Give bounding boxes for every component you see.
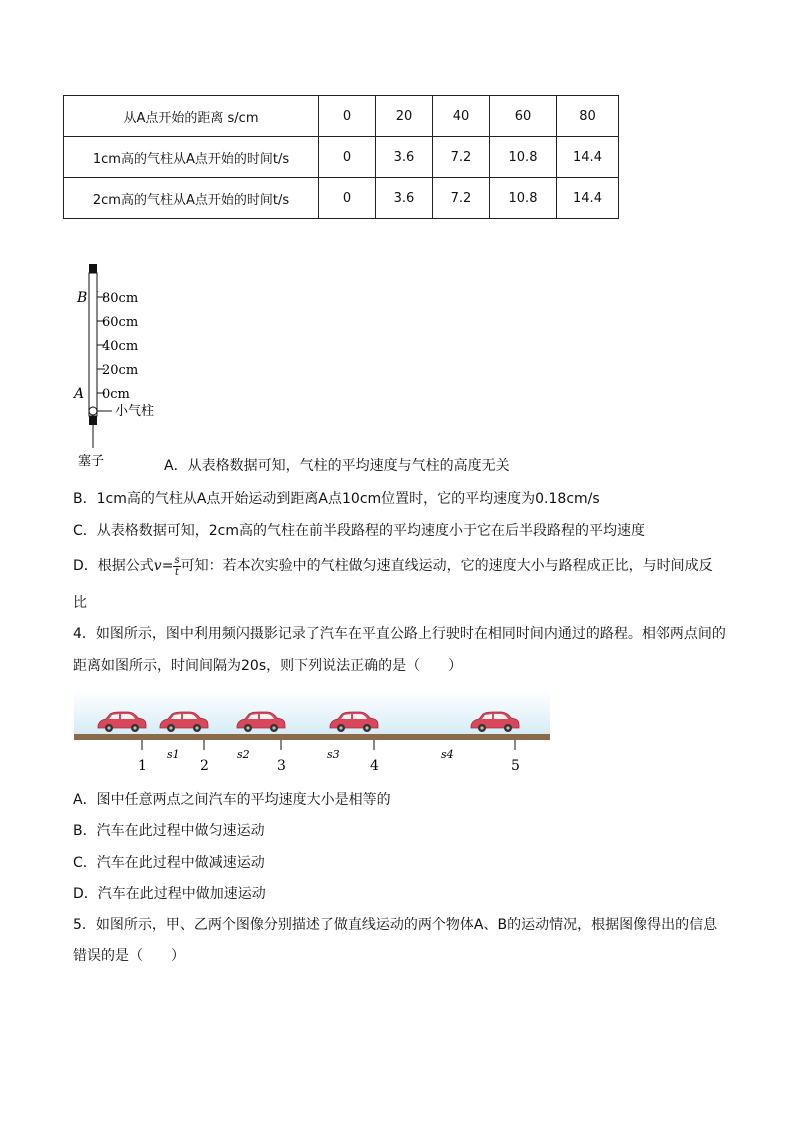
formula-fraction: [173, 555, 180, 578]
q4-option-b: B．汽车在此过程中做匀速运动: [73, 823, 265, 839]
q3-option-d: [73, 553, 713, 579]
bubble-label: 小气柱: [115, 404, 155, 419]
row-label: 从A点开始的距离 s/cm: [64, 96, 319, 137]
q5-stem-line2: 错误的是（ ）: [73, 948, 185, 964]
formula-numerator: s: [174, 554, 180, 566]
segment-label: s2: [237, 748, 250, 761]
data-table: [63, 95, 619, 219]
point-label: 5: [511, 758, 520, 774]
q3-option-a: A．从表格数据可知，气柱的平均速度与气柱的高度无关: [164, 458, 510, 474]
q4-stem-line1: 4．如图所示，图中利用频闪摄影记录了汽车在平直公路上行驶时在相同时间内通过的路程。相邻两点间的: [73, 626, 726, 642]
row-label: 2cm高的气柱从A点开始的时间t/s: [64, 178, 319, 219]
table-cell: 7.2: [433, 178, 490, 219]
point-label: 2: [200, 758, 209, 774]
air-bubble: [89, 407, 97, 415]
stopper-label: 塞子: [78, 454, 105, 469]
mark-label: 40cm: [102, 339, 139, 354]
formula-v: v: [153, 558, 162, 574]
q3-option-b: B．1cm高的气柱从A点开始运动到距离A点10cm位置时，它的平均速度为0.18cm/s: [73, 491, 600, 507]
svg-text:·: ·: [97, 289, 99, 296]
q4-option-d: D．汽车在此过程中做加速运动: [73, 886, 266, 902]
q4-stem-line2: 距离如图所示，时间间隔为20s，则下列说法正确的是（ ）: [73, 658, 463, 674]
table-cell: 14.4: [557, 137, 619, 178]
q3-option-d-continued: 比: [73, 595, 87, 611]
point-label: 3: [277, 758, 286, 774]
table-cell: 40: [433, 96, 490, 137]
glass-tube: [89, 273, 97, 416]
table-cell: 3.6: [376, 137, 433, 178]
car-strobe-figure: [74, 690, 550, 775]
road: [74, 734, 550, 740]
table-cell: 0: [319, 137, 376, 178]
mark-label: 20cm: [102, 363, 139, 378]
point-label: 1: [138, 758, 147, 774]
q4-option-a: A．图中任意两点之间汽车的平均速度大小是相等的: [73, 792, 391, 808]
q3-option-c: C．从表格数据可知，2cm高的气柱在前半段路程的平均速度小于它在后半段路程的平均速度: [73, 523, 646, 539]
stopper: [89, 416, 97, 425]
mark-label: 80cm: [102, 291, 139, 306]
table-cell: 20: [376, 96, 433, 137]
segment-label: s3: [327, 748, 340, 761]
table-cell: 0: [319, 96, 376, 137]
table-cell: 80: [557, 96, 619, 137]
point-b-label: B: [77, 290, 88, 306]
table-cell: 60: [490, 96, 557, 137]
point-label: 4: [370, 758, 379, 774]
formula-eq: =: [161, 558, 174, 574]
tube-top-cap: [89, 264, 97, 273]
table-row: [64, 96, 619, 137]
table-cell: 7.2: [433, 137, 490, 178]
q5-stem-line1: 5．如图所示，甲、乙两个图像分别描述了做直线运动的两个物体A、B的运动情况，根据图像得出的信息: [73, 917, 718, 933]
row-label: 1cm高的气柱从A点开始的时间t/s: [64, 137, 319, 178]
segment-label: s1: [167, 748, 180, 761]
point-a-label: A: [74, 386, 85, 402]
mark-label: 60cm: [102, 315, 139, 330]
table-cell: 10.8: [490, 178, 557, 219]
table-cell: 0: [319, 178, 376, 219]
table-row: [64, 178, 619, 219]
option-d-prefix: D．根据公式: [73, 558, 154, 574]
mark-label: 0cm: [102, 387, 130, 402]
option-d-suffix: 可知：若本次实验中的气柱做匀速直线运动，它的速度大小与路程成正比，与时间成反: [180, 558, 713, 574]
bubble-tube-diagram: [60, 258, 180, 473]
table-cell: 14.4: [557, 178, 619, 219]
q4-option-c: C．汽车在此过程中做减速运动: [73, 855, 265, 871]
table-cell: 3.6: [376, 178, 433, 219]
segment-label: s4: [441, 748, 454, 761]
table-cell: 10.8: [490, 137, 557, 178]
formula-denominator: t: [174, 566, 180, 578]
table-row: [64, 137, 619, 178]
